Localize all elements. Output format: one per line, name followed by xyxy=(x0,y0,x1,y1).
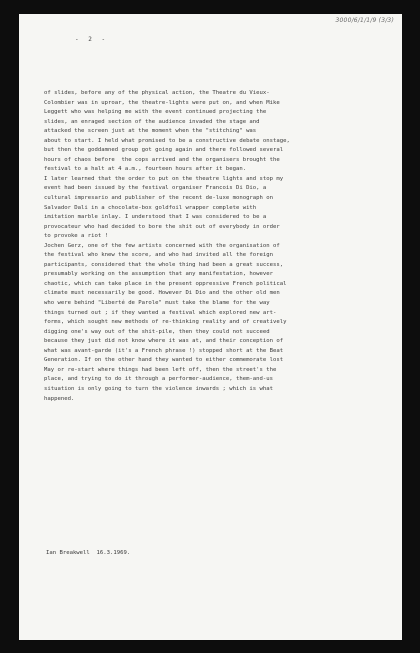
text-line: situation is only going to turn the violence inwards ; which is what xyxy=(44,385,274,392)
text-line: hours of chaos before the cops arrived and the organisers brought the xyxy=(44,156,280,163)
text-line: May or re-start where things had been left off, then the street's the xyxy=(44,366,277,373)
text-line: who were behind "Liberté de Parole" must take the blame for the way xyxy=(44,300,270,307)
text-line: imitation marble inlay. I understood that I was considered to be a xyxy=(44,214,267,221)
text-line: happened. xyxy=(44,395,75,402)
text-line: attacked the screen just at the moment when the "stitching" was xyxy=(44,128,257,135)
text-line: digging one's way out of the shit-pile, then they could not succeed xyxy=(44,328,270,335)
text-line: the festival who knew the score, and who had invited all the foreign xyxy=(44,252,274,259)
author-signature-line: Ian Breakwell 16.3.1969. xyxy=(46,550,131,556)
text-line: cultural impresario and publisher of the recent de-luxe monograph on xyxy=(44,195,274,202)
text-line: Generation. If on the other hand they wanted to either commemorate lost xyxy=(44,357,284,364)
text-line: climate must necessarily be good. However Di Dio and the other old men xyxy=(44,290,280,297)
typed-body-text xyxy=(44,89,399,404)
text-line: but then the goddamned group got going again and there followed several xyxy=(44,147,284,154)
text-line: presumably working on the assumption that any manifestation, however xyxy=(44,271,274,278)
text-line: Colombier was in uproar, the theatre-lights were put on, and when Mike xyxy=(44,99,280,106)
text-line: things turned out ; if they wanted a festival which explored new art- xyxy=(44,309,277,316)
text-line: event had been issued by the festival organiser Francois Di Dio, a xyxy=(44,185,267,192)
text-line: Jochen Gerz, one of the few artists concerned with the organisation of xyxy=(44,242,280,249)
text-line: slides, an enraged section of the audience invaded the stage and xyxy=(44,118,260,125)
text-line: Leggett who was helping me with the event continued projecting the xyxy=(44,109,267,116)
page-number-mark: - 2 - xyxy=(75,36,109,43)
text-line: chaotic, which can take place in the present oppressive French political xyxy=(44,280,287,287)
text-line: of slides, before any of the physical action, the Theatre du Vieux- xyxy=(44,90,270,96)
text-line: to provoke a riot ! xyxy=(44,233,108,240)
text-line: Salvador Dali in a chocolate-box goldfoil wrapper complete with xyxy=(44,204,257,211)
archive-reference: 3000/6/1/1/9 (3/3) xyxy=(335,17,394,24)
text-line: what was avant-garde (it's a French phrase !) stopped short at the Beat xyxy=(44,347,284,354)
text-line: place, and trying to do it through a performer-audience, them-and-us xyxy=(44,376,274,383)
text-line: festival to a halt at 4 a.m., fourteen hours after it began. xyxy=(44,166,247,173)
document-page xyxy=(19,14,402,640)
text-line: I later learned that the order to put on the theatre lights and stop my xyxy=(44,175,284,182)
text-line: about to start. I held what promised to be a constructive debate onstage, xyxy=(44,137,290,144)
text-line: forms, which sought new methods of re-thinking reality and of creatively xyxy=(44,319,287,326)
text-line: participants, considered that the whole thing had been a great success, xyxy=(44,261,284,268)
text-line: provocateur who had decided to bore the shit out of everybody in order xyxy=(44,223,280,230)
text-line: because they just did not know where it was at, and their conception of xyxy=(44,338,284,345)
